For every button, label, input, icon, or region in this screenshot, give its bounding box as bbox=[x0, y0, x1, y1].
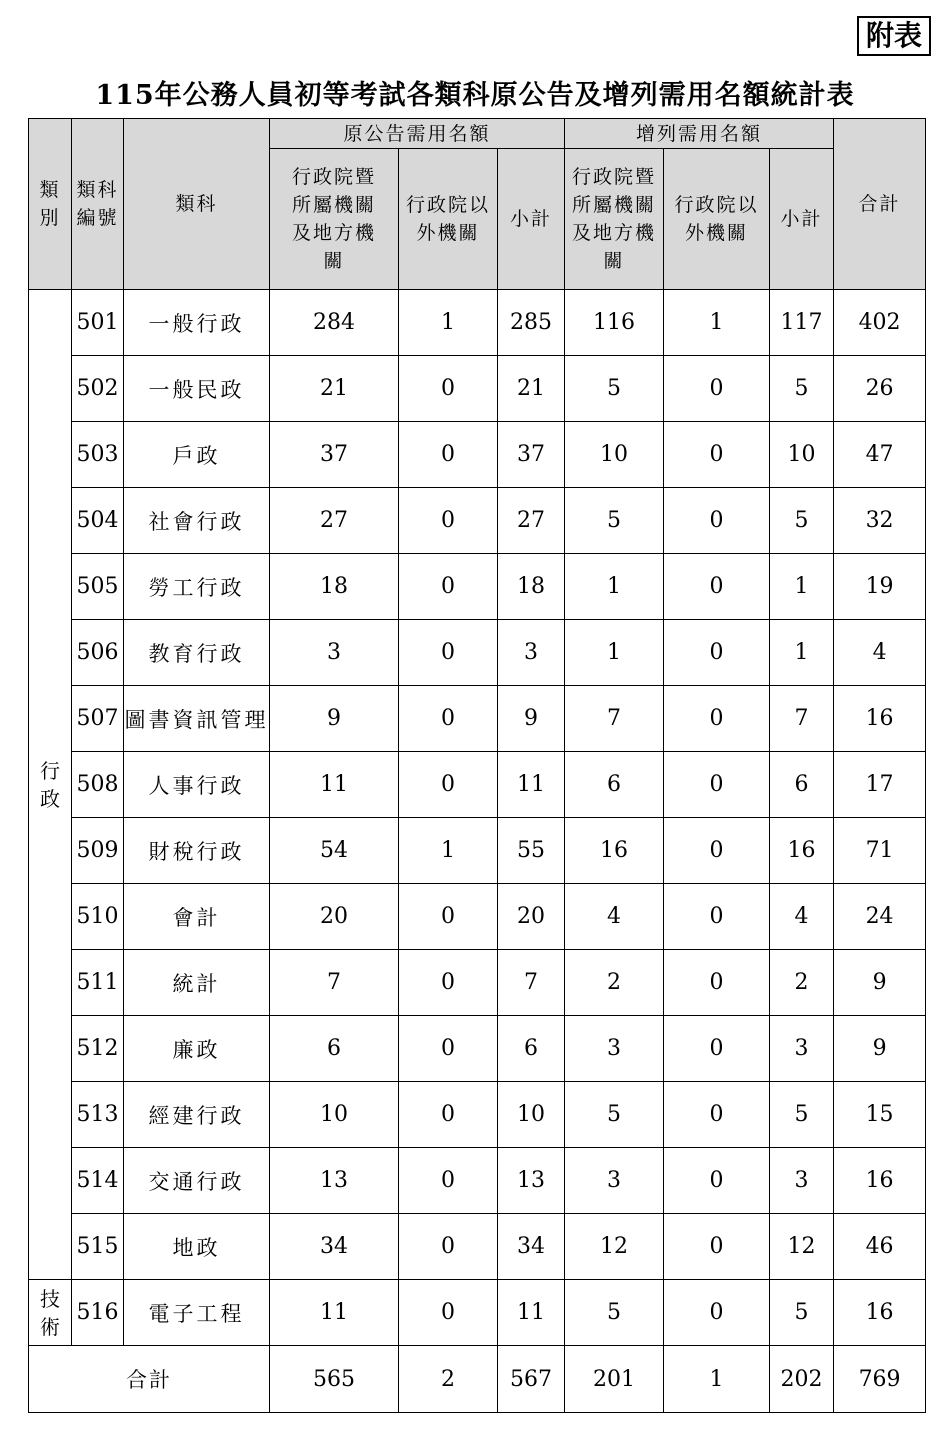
cell-add-out: 0 bbox=[664, 356, 770, 422]
header-added-group: 增列需用名額 bbox=[565, 119, 834, 149]
cell-add-exec: 5 bbox=[565, 1082, 664, 1148]
cell-add-exec: 16 bbox=[565, 818, 664, 884]
header-total: 合計 bbox=[834, 119, 926, 290]
cell-orig-out: 0 bbox=[399, 554, 498, 620]
table-row bbox=[29, 1016, 926, 1082]
cell-add-out: 0 bbox=[664, 1280, 770, 1346]
cell-orig-exec: 284 bbox=[270, 290, 399, 356]
table-row bbox=[29, 1280, 926, 1346]
cell-code: 504 bbox=[72, 488, 124, 554]
cell-add-sub: 1 bbox=[770, 620, 834, 686]
total-add-sub: 202 bbox=[770, 1346, 834, 1413]
cell-add-out: 0 bbox=[664, 1214, 770, 1280]
cell-add-exec: 4 bbox=[565, 884, 664, 950]
table-row bbox=[29, 356, 926, 422]
cell-orig-exec: 37 bbox=[270, 422, 399, 488]
cell-add-out: 0 bbox=[664, 1016, 770, 1082]
cell-add-exec: 3 bbox=[565, 1148, 664, 1214]
cell-code: 509 bbox=[72, 818, 124, 884]
cell-orig-sub: 7 bbox=[498, 950, 565, 1016]
cell-add-sub: 1 bbox=[770, 554, 834, 620]
cell-subject: 經建行政 bbox=[124, 1082, 270, 1148]
cell-add-exec: 1 bbox=[565, 620, 664, 686]
table-row bbox=[29, 422, 926, 488]
cell-add-exec: 5 bbox=[565, 1280, 664, 1346]
header-add-outside: 行政院以外機關 bbox=[664, 149, 770, 290]
cell-orig-out: 0 bbox=[399, 686, 498, 752]
cell-add-sub: 2 bbox=[770, 950, 834, 1016]
cell-orig-sub: 13 bbox=[498, 1148, 565, 1214]
total-add-exec: 201 bbox=[565, 1346, 664, 1413]
cell-add-out: 0 bbox=[664, 752, 770, 818]
cell-orig-exec: 11 bbox=[270, 1280, 399, 1346]
cell-orig-exec: 7 bbox=[270, 950, 399, 1016]
cell-orig-sub: 10 bbox=[498, 1082, 565, 1148]
total-orig-exec: 565 bbox=[270, 1346, 399, 1413]
quota-table bbox=[28, 118, 926, 1413]
header-add-subtotal: 小計 bbox=[770, 149, 834, 290]
cell-add-sub: 5 bbox=[770, 1280, 834, 1346]
cell-code: 506 bbox=[72, 620, 124, 686]
total-row bbox=[29, 1346, 926, 1413]
cell-add-out: 0 bbox=[664, 884, 770, 950]
cell-orig-out: 0 bbox=[399, 488, 498, 554]
table-row bbox=[29, 752, 926, 818]
cell-code: 507 bbox=[72, 686, 124, 752]
page-title: 115年公務人員初等考試各類科原公告及增列需用名額統計表 bbox=[95, 80, 855, 111]
cell-add-out: 0 bbox=[664, 1082, 770, 1148]
category-tech: 技術 bbox=[29, 1280, 72, 1346]
cell-total: 46 bbox=[834, 1214, 926, 1280]
cell-add-exec: 10 bbox=[565, 422, 664, 488]
cell-total: 71 bbox=[834, 818, 926, 884]
cell-add-out: 1 bbox=[664, 290, 770, 356]
cell-orig-sub: 285 bbox=[498, 290, 565, 356]
cell-add-out: 0 bbox=[664, 488, 770, 554]
cell-orig-out: 0 bbox=[399, 1016, 498, 1082]
table-row bbox=[29, 1148, 926, 1214]
header-orig-subtotal: 小計 bbox=[498, 149, 565, 290]
cell-total: 19 bbox=[834, 554, 926, 620]
cell-code: 511 bbox=[72, 950, 124, 1016]
cell-add-sub: 117 bbox=[770, 290, 834, 356]
cell-add-sub: 5 bbox=[770, 488, 834, 554]
cell-orig-out: 0 bbox=[399, 1280, 498, 1346]
cell-add-sub: 12 bbox=[770, 1214, 834, 1280]
header-original-group: 原公告需用名額 bbox=[270, 119, 565, 149]
annex-label: 附表 bbox=[857, 16, 931, 56]
cell-add-exec: 3 bbox=[565, 1016, 664, 1082]
cell-orig-exec: 27 bbox=[270, 488, 399, 554]
cell-subject: 地政 bbox=[124, 1214, 270, 1280]
cell-subject: 一般行政 bbox=[124, 290, 270, 356]
cell-code: 502 bbox=[72, 356, 124, 422]
cell-code: 512 bbox=[72, 1016, 124, 1082]
table-row bbox=[29, 818, 926, 884]
cell-orig-sub: 3 bbox=[498, 620, 565, 686]
cell-subject: 一般民政 bbox=[124, 356, 270, 422]
cell-orig-exec: 3 bbox=[270, 620, 399, 686]
cell-add-sub: 7 bbox=[770, 686, 834, 752]
cell-total: 9 bbox=[834, 950, 926, 1016]
cell-subject: 統計 bbox=[124, 950, 270, 1016]
cell-add-out: 0 bbox=[664, 686, 770, 752]
cell-code: 503 bbox=[72, 422, 124, 488]
cell-add-exec: 116 bbox=[565, 290, 664, 356]
cell-subject: 人事行政 bbox=[124, 752, 270, 818]
cell-orig-out: 0 bbox=[399, 950, 498, 1016]
cell-total: 16 bbox=[834, 1148, 926, 1214]
header-add-exec-local: 行政院暨所屬機關及地方機關 bbox=[565, 149, 664, 290]
cell-orig-sub: 34 bbox=[498, 1214, 565, 1280]
total-label: 合計 bbox=[29, 1346, 270, 1413]
cell-add-out: 0 bbox=[664, 950, 770, 1016]
cell-orig-out: 0 bbox=[399, 1082, 498, 1148]
cell-orig-out: 0 bbox=[399, 620, 498, 686]
table-row bbox=[29, 1214, 926, 1280]
table-row bbox=[29, 620, 926, 686]
table-row bbox=[29, 1082, 926, 1148]
cell-add-exec: 6 bbox=[565, 752, 664, 818]
cell-orig-out: 1 bbox=[399, 818, 498, 884]
total-orig-out: 2 bbox=[399, 1346, 498, 1413]
cell-total: 15 bbox=[834, 1082, 926, 1148]
cell-code: 501 bbox=[72, 290, 124, 356]
cell-orig-exec: 20 bbox=[270, 884, 399, 950]
cell-code: 508 bbox=[72, 752, 124, 818]
cell-orig-exec: 54 bbox=[270, 818, 399, 884]
cell-add-exec: 5 bbox=[565, 488, 664, 554]
cell-orig-sub: 18 bbox=[498, 554, 565, 620]
cell-add-out: 0 bbox=[664, 554, 770, 620]
total-orig-sub: 567 bbox=[498, 1346, 565, 1413]
category-admin: 行政 bbox=[29, 290, 72, 1280]
cell-orig-exec: 13 bbox=[270, 1148, 399, 1214]
cell-total: 402 bbox=[834, 290, 926, 356]
cell-total: 32 bbox=[834, 488, 926, 554]
cell-add-sub: 3 bbox=[770, 1148, 834, 1214]
total-total: 769 bbox=[834, 1346, 926, 1413]
header-subject: 類科 bbox=[124, 119, 270, 290]
cell-code: 513 bbox=[72, 1082, 124, 1148]
cell-orig-sub: 55 bbox=[498, 818, 565, 884]
cell-orig-exec: 9 bbox=[270, 686, 399, 752]
cell-total: 17 bbox=[834, 752, 926, 818]
cell-orig-sub: 11 bbox=[498, 1280, 565, 1346]
cell-total: 16 bbox=[834, 1280, 926, 1346]
cell-total: 26 bbox=[834, 356, 926, 422]
header-category: 類別 bbox=[29, 119, 72, 290]
table-row bbox=[29, 554, 926, 620]
cell-total: 24 bbox=[834, 884, 926, 950]
cell-add-sub: 6 bbox=[770, 752, 834, 818]
header-row-1 bbox=[29, 119, 926, 149]
cell-subject: 財稅行政 bbox=[124, 818, 270, 884]
cell-orig-out: 0 bbox=[399, 884, 498, 950]
total-add-out: 1 bbox=[664, 1346, 770, 1413]
cell-add-exec: 1 bbox=[565, 554, 664, 620]
cell-subject: 交通行政 bbox=[124, 1148, 270, 1214]
cell-code: 516 bbox=[72, 1280, 124, 1346]
cell-subject: 社會行政 bbox=[124, 488, 270, 554]
cell-add-sub: 10 bbox=[770, 422, 834, 488]
cell-add-sub: 4 bbox=[770, 884, 834, 950]
cell-subject: 勞工行政 bbox=[124, 554, 270, 620]
cell-add-out: 0 bbox=[664, 1148, 770, 1214]
header-orig-exec-local: 行政院暨所屬機關及地方機關 bbox=[270, 149, 399, 290]
cell-orig-exec: 6 bbox=[270, 1016, 399, 1082]
cell-add-exec: 2 bbox=[565, 950, 664, 1016]
table-row bbox=[29, 884, 926, 950]
cell-subject: 電子工程 bbox=[124, 1280, 270, 1346]
cell-add-out: 0 bbox=[664, 422, 770, 488]
cell-code: 515 bbox=[72, 1214, 124, 1280]
cell-orig-exec: 18 bbox=[270, 554, 399, 620]
cell-subject: 會計 bbox=[124, 884, 270, 950]
cell-code: 510 bbox=[72, 884, 124, 950]
cell-total: 9 bbox=[834, 1016, 926, 1082]
cell-orig-sub: 37 bbox=[498, 422, 565, 488]
cell-total: 47 bbox=[834, 422, 926, 488]
cell-add-sub: 16 bbox=[770, 818, 834, 884]
cell-orig-sub: 21 bbox=[498, 356, 565, 422]
table-row bbox=[29, 488, 926, 554]
cell-orig-sub: 20 bbox=[498, 884, 565, 950]
cell-total: 4 bbox=[834, 620, 926, 686]
table-row bbox=[29, 950, 926, 1016]
cell-code: 514 bbox=[72, 1148, 124, 1214]
cell-orig-exec: 10 bbox=[270, 1082, 399, 1148]
cell-orig-out: 0 bbox=[399, 422, 498, 488]
header-code: 類科編號 bbox=[72, 119, 124, 290]
cell-orig-exec: 11 bbox=[270, 752, 399, 818]
cell-orig-sub: 27 bbox=[498, 488, 565, 554]
cell-add-out: 0 bbox=[664, 818, 770, 884]
cell-add-sub: 5 bbox=[770, 1082, 834, 1148]
cell-subject: 圖書資訊管理 bbox=[124, 686, 270, 752]
cell-orig-exec: 21 bbox=[270, 356, 399, 422]
cell-add-exec: 7 bbox=[565, 686, 664, 752]
cell-orig-sub: 6 bbox=[498, 1016, 565, 1082]
cell-subject: 教育行政 bbox=[124, 620, 270, 686]
cell-add-exec: 5 bbox=[565, 356, 664, 422]
cell-orig-out: 0 bbox=[399, 1214, 498, 1280]
cell-orig-out: 0 bbox=[399, 356, 498, 422]
cell-subject: 廉政 bbox=[124, 1016, 270, 1082]
cell-orig-exec: 34 bbox=[270, 1214, 399, 1280]
cell-orig-sub: 9 bbox=[498, 686, 565, 752]
cell-add-out: 0 bbox=[664, 620, 770, 686]
cell-add-sub: 5 bbox=[770, 356, 834, 422]
cell-orig-out: 0 bbox=[399, 1148, 498, 1214]
cell-orig-sub: 11 bbox=[498, 752, 565, 818]
cell-orig-out: 0 bbox=[399, 752, 498, 818]
cell-orig-out: 1 bbox=[399, 290, 498, 356]
cell-add-sub: 3 bbox=[770, 1016, 834, 1082]
header-orig-outside: 行政院以外機關 bbox=[399, 149, 498, 290]
table-row bbox=[29, 290, 926, 356]
cell-code: 505 bbox=[72, 554, 124, 620]
cell-total: 16 bbox=[834, 686, 926, 752]
cell-add-exec: 12 bbox=[565, 1214, 664, 1280]
table-row bbox=[29, 686, 926, 752]
cell-subject: 戶政 bbox=[124, 422, 270, 488]
